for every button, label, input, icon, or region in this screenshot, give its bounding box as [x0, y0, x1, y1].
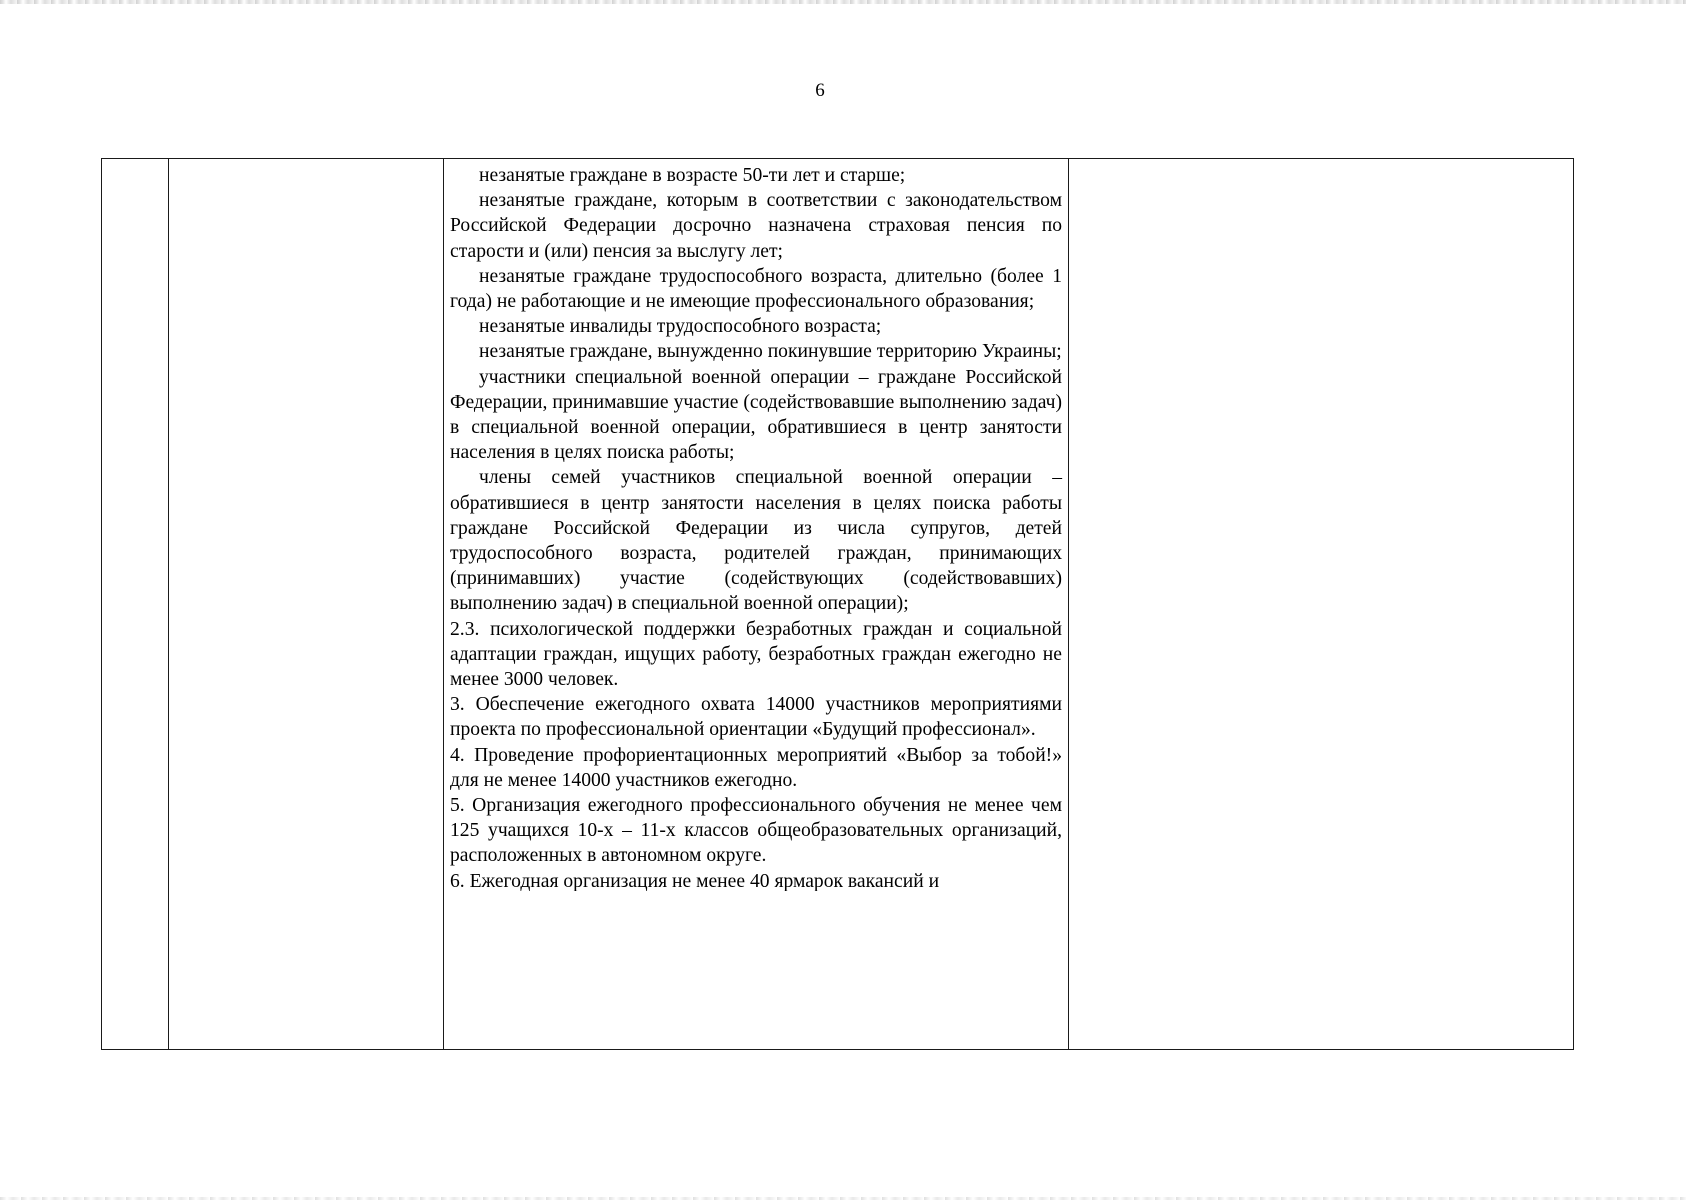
document-table: [101, 158, 1574, 1050]
paragraph: участники специальной военной операции – граждане Российской Федерации, принимавшие участие (содействовавшие выполнению задач) в специальной военной операции, обратившиеся в центр занятости населения в целях поиска работы;: [450, 366, 1062, 464]
table-row: [102, 159, 1574, 1050]
table-cell-content: [444, 159, 1069, 1050]
paragraph: незанятые инвалиды трудоспособного возраста;: [479, 316, 882, 338]
page-number: 6: [815, 80, 825, 101]
table-cell-name: [169, 159, 444, 1050]
paragraph: члены семей участников специальной военной операции – обратившиеся в центр занятости населения в целях поиска работы граждане Российской Федерации из числа супругов, детей трудоспособного возраста, родителей граждан, принимающих (принимавших) участие (содействующих (содействовавших) выполнению задач) в специальной военной операции);: [450, 467, 1062, 615]
paragraph-cut-off: 6. Ежегодная организация не менее 40 ярмарок вакансий и: [450, 870, 940, 891]
paragraph: незанятые граждане, которым в соответствии с законодательством Российской Федерации досрочно назначена страховая пенсия по старости и (или) пенсия за выслугу лет;: [450, 190, 1062, 262]
scan-edge-top: [0, 0, 1686, 4]
paragraph: незанятые граждане трудоспособного возраста, длительно (более 1 года) не работающие и не имеющие профессионального образования;: [450, 265, 1062, 313]
paragraph: незанятые граждане, вынужденно покинувшие территорию Украины;: [479, 341, 1062, 363]
paragraph: незанятые граждане в возрасте 50-ти лет и старше;: [479, 165, 906, 186]
paragraph: 4. Проведение профориентационных мероприятий «Выбор за тобой!» для не менее 14000 участников ежегодно.: [450, 744, 1062, 791]
table-cell-notes: [1069, 159, 1574, 1050]
paragraph: 3. Обеспечение ежегодного охвата 14000 участников мероприятиями проекта по профессиональной ориентации «Будущий профессионал».: [450, 694, 1062, 741]
paragraph: 5. Организация ежегодного профессионального обучения не менее чем 125 учащихся 10-х – 11-х классов общеобразовательных организаций, расположенных в автономном округе.: [450, 795, 1062, 867]
table-cell-number: [102, 159, 169, 1050]
paragraph: 2.3. психологической поддержки безработных граждан и социальной адаптации граждан, ищущих работу, безработных граждан ежегодно не менее 3000 человек.: [450, 618, 1062, 691]
